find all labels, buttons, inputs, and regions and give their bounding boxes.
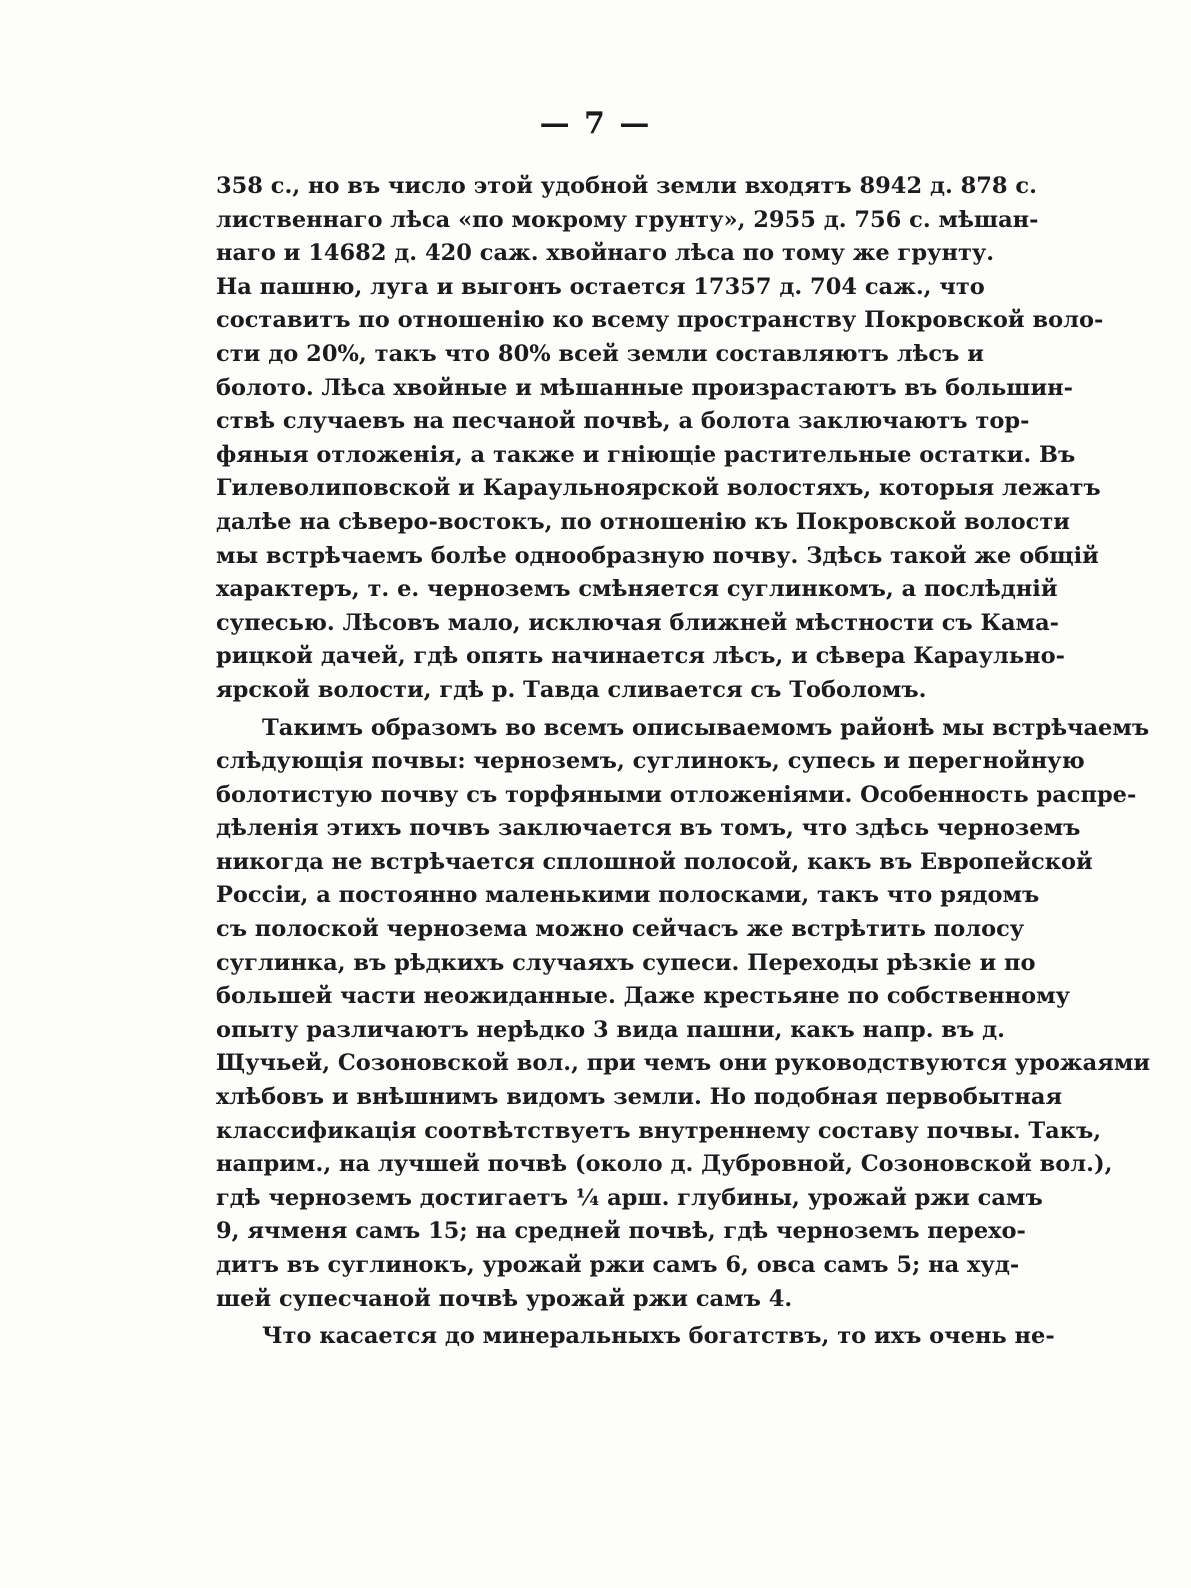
text-line: большей части неожиданные. Даже крестьяне по собственному [216,983,1071,1010]
text-line: болотистую почву съ торфяными отложеніями. Особенность распре- [216,781,1137,808]
text-line: ярской волости, гдѣ р. Тавда сливается съ Тоболомъ. [216,676,927,703]
text-line: характеръ, т. е. черноземъ смѣняется суглинкомъ, а послѣдній [216,576,1058,603]
text-line: наго и 14682 д. 420 саж. хвойнаго лѣса по тому же грунту. [216,240,995,267]
text-line: супесью. Лѣсовъ мало, исключая ближней мѣстности съ Кама- [216,609,1060,636]
text-line: гдѣ черноземъ достигаетъ ¼ арш. глубины, урожай ржи самъ [216,1184,1043,1211]
text-line: 9, ячменя самъ 15; на средней почвѣ, гдѣ черноземъ перехо- [216,1218,1026,1245]
text-line: далѣе на сѣверо-востокъ, по отношенію къ Покровской волости [216,508,1070,535]
body-text [216,170,1151,1354]
text-line: На пашню, луга и выгонъ остается 17357 д. 704 саж., что [216,273,985,300]
text-line: опыту различаютъ нерѣдко 3 вида пашни, какъ напр. въ д. [216,1016,1005,1043]
text-line: Гилеволиповской и Караульноярской волостяхъ, которыя лежатъ [216,475,1101,502]
text-line: болото. Лѣса хвойные и мѣшанные произрастаютъ въ большин- [216,374,1073,401]
text-line: наприм., на лучшей почвѣ (около д. Дубровной, Созоновской вол.), [216,1151,1113,1178]
text-line: суглинка, въ рѣдкихъ случаяхъ супеси. Переходы рѣзкіе и по [216,949,1036,976]
text-line: хлѣбовъ и внѣшнимъ видомъ земли. Но подобная первобытная [216,1084,1063,1111]
text-line: Щучьей, Созоновской вол., при чемъ они руководствуются урожаями [216,1050,1151,1077]
text-line: Что касается до минеральныхъ богатствъ, то ихъ очень не- [262,1323,1055,1350]
text-line: шей супесчаной почвѣ урожай ржи самъ 4. [216,1285,793,1312]
text-line: ствѣ случаевъ на песчаной почвѣ, а болота заключаютъ тор- [216,408,1030,435]
text-line: 358 с., но въ число этой удобной земли входятъ 8942 д. 878 с. [216,173,1037,199]
paragraph-3 [216,1320,1055,1354]
text-line: мы встрѣчаемъ болѣе однообразную почву. Здѣсь такой же общій [216,542,1099,569]
text-line: рицкой дачей, гдѣ опять начинается лѣсъ, и сѣвера Караульно- [216,643,1065,670]
paragraph-1 [216,170,1104,708]
page-number: — 7 — [539,106,652,141]
text-line: классификація соотвѣтствуетъ внутреннему составу почвы. Такъ, [216,1117,1102,1144]
text-line: дитъ въ суглинокъ, урожай ржи самъ 6, овса самъ 5; на худ- [216,1252,1020,1278]
text-line: никогда не встрѣчается сплошной полосой, какъ въ Европейской [216,848,1093,875]
text-line: Такимъ образомъ во всемъ описываемомъ районѣ мы встрѣчаемъ [262,714,1150,741]
text-line: съ полоской чернозема можно сейчасъ же встрѣтить полосу [216,916,1025,943]
text-line: дѣленія этихъ почвъ заключается въ томъ, что здѣсь черноземъ [216,815,1081,842]
text-line: Россіи, а постоянно маленькими полосками, такъ что рядомъ [216,882,1040,909]
text-line: фяныя отложенія, а также и гніющіе растительные остатки. Въ [216,441,1076,468]
text-line: сти до 20%, такъ что 80% всей земли составляютъ лѣсъ и [216,340,984,367]
text-line: составитъ по отношенію ко всему пространству Покровской воло- [216,307,1104,334]
text-line: лиственнаго лѣса «по мокрому грунту», 2955 д. 756 с. мѣшан- [216,206,1039,233]
paragraph-2 [216,712,1151,1317]
text-line: слѣдующія почвы: черноземъ, суглинокъ, супесь и перегнойную [216,748,1085,775]
